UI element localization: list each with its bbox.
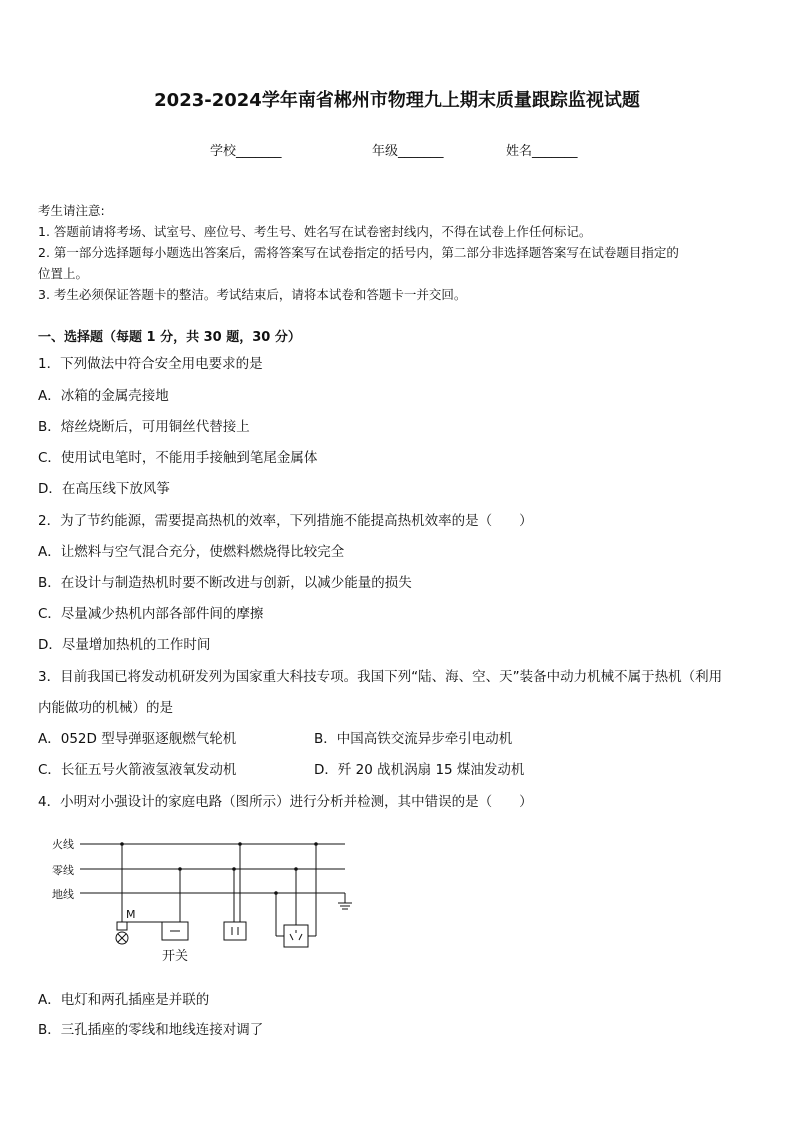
earth-ground-icon	[338, 893, 352, 909]
switch-label: 开关	[162, 949, 189, 964]
notice-item-2-cont: 位置上。	[38, 266, 89, 281]
question-3-stem-line1: 3．目前我国已将发动机研发列为国家重大科技专项。我国下列“陆、海、空、天”装备中动力机械不属于热机（利用	[38, 669, 723, 685]
m-point-label: M	[126, 908, 136, 921]
question-4-option-a: A．电灯和两孔插座是并联的	[38, 992, 210, 1008]
notice-heading: 考生请注意:	[38, 203, 105, 218]
school-field: 学校_______	[210, 144, 282, 159]
question-3-stem-line2: 内能做功的机械）的是	[38, 700, 173, 716]
three-hole-socket-icon	[276, 844, 316, 947]
question-3-option-d: D．歼 20 战机涡扇 15 煤油发动机	[314, 762, 525, 778]
notice-item-3: 3. 考生必须保证答题卡的整洁。考试结束后，请将本试卷和答题卡一并交回。	[38, 287, 467, 302]
live-wire-label: 火线	[52, 838, 74, 851]
question-1-stem: 1．下列做法中符合安全用电要求的是	[38, 356, 263, 372]
question-1-option-c: C．使用试电笔时，不能用手接触到笔尾金属体	[38, 450, 318, 466]
question-4-option-b: B．三孔插座的零线和地线连接对调了	[38, 1022, 264, 1038]
question-4-stem: 4．小明对小强设计的家庭电路（图所示）进行分析并检测，其中错误的是（ ）	[38, 794, 533, 810]
question-2-option-a: A．让燃料与空气混合充分，使燃料燃烧得比较完全	[38, 544, 345, 560]
section-heading: 一、选择题（每题 1 分，共 30 题，30 分）	[38, 330, 301, 345]
neutral-wire-label: 零线	[52, 864, 74, 877]
question-2-option-d: D．尽量增加热机的工作时间	[38, 637, 211, 653]
notice-item-1: 1. 答题前请将考场、试室号、座位号、考生号、姓名写在试卷密封线内，不得在试卷上作任何标记。	[38, 224, 592, 239]
name-field: 姓名_______	[506, 144, 578, 159]
question-1-option-b: B．熔丝烧断后，可用铜丝代替接上	[38, 419, 250, 435]
two-hole-socket-icon	[224, 844, 246, 940]
question-1-option-d: D．在高压线下放风筝	[38, 481, 170, 497]
lamp-icon	[116, 922, 128, 944]
grade-field: 年级_______	[372, 144, 444, 159]
notice-item-2: 2. 第一部分选择题每小题选出答案后，需将答案写在试卷指定的括号内，第二部分非选择题答案写在试卷题目指定的	[38, 245, 679, 260]
question-2-stem: 2．为了节约能源，需要提高热机的效率，下列措施不能提高热机效率的是（ ）	[38, 513, 533, 529]
question-2-option-b: B．在设计与制造热机时要不断改进与创新，以减少能量的损失	[38, 575, 412, 591]
switch-icon	[162, 869, 188, 940]
question-3-option-b: B．中国高铁交流异步牵引电动机	[314, 731, 513, 747]
ground-wire-label: 地线	[52, 888, 74, 901]
question-1-option-a: A．冰箱的金属壳接地	[38, 388, 169, 404]
exam-title: 2023-2024学年南省郴州市物理九上期末质量跟踪监视试题	[154, 90, 640, 111]
household-circuit-diagram	[50, 830, 370, 975]
question-3-option-a: A．052D 型导弹驱逐舰燃气轮机	[38, 731, 237, 747]
student-info-row	[0, 140, 794, 160]
question-3-option-c: C．长征五号火箭液氢液氧发动机	[38, 762, 237, 778]
question-2-option-c: C．尽量减少热机内部各部件间的摩擦	[38, 606, 264, 622]
